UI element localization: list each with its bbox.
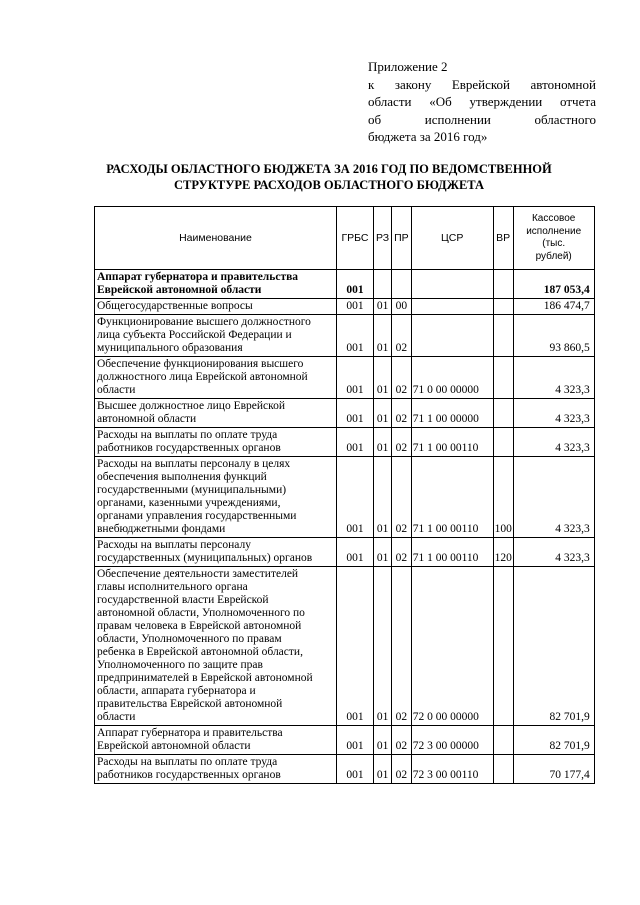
title-line-2: СТРУКТУРЕ РАСХОДОВ ОБЛАСТНОГО БЮДЖЕТА — [173, 178, 485, 192]
name-line: Еврейской автономной области — [97, 740, 251, 752]
name-line: Высшее должностное лицо Еврейской — [97, 400, 286, 412]
expenditure-table — [94, 206, 595, 784]
name-line: правам человека в Еврейской автономной — [97, 620, 302, 632]
appendix-word: закону — [394, 76, 432, 92]
row-name — [95, 399, 337, 428]
row-csr: 72 3 00 00110 — [411, 755, 493, 784]
row-vr — [493, 399, 513, 428]
row-rz: 01 — [374, 755, 392, 784]
row-rz — [374, 270, 392, 299]
row-name — [95, 726, 337, 755]
row-csr: 71 1 00 00110 — [411, 538, 493, 567]
row-rz: 01 — [374, 399, 392, 428]
row-rz: 01 — [374, 357, 392, 399]
row-rz: 01 — [374, 299, 392, 315]
row-pr: 02 — [392, 315, 412, 357]
name-line: органами, казенными учреждениями, — [97, 497, 281, 509]
appendix-word: отчета — [560, 94, 596, 110]
table-row — [95, 299, 595, 315]
row-name — [95, 270, 337, 299]
header-vr: ВР — [493, 207, 513, 270]
row-amount: 4 323,3 — [513, 357, 594, 399]
row-grbs: 001 — [337, 399, 374, 428]
row-rz: 01 — [374, 567, 392, 726]
name-line: предпринимателей в Еврейской автономной — [97, 672, 313, 684]
row-name — [95, 457, 337, 538]
row-pr: 02 — [392, 538, 412, 567]
name-line: лица субъекта Российской Федерации и — [97, 329, 292, 341]
row-pr: 02 — [392, 726, 412, 755]
row-grbs: 001 — [337, 755, 374, 784]
name-line: работников государственных органов — [97, 769, 281, 781]
table-header-row — [95, 207, 595, 270]
row-pr: 02 — [392, 399, 412, 428]
name-line: Обеспечение функционирования высшего — [97, 358, 304, 370]
name-line: внебюджетными фондами — [97, 523, 226, 535]
row-pr: 02 — [392, 457, 412, 538]
name-line: автономной области — [97, 413, 197, 425]
row-rz: 01 — [374, 538, 392, 567]
appendix-title: Приложение 2 — [368, 59, 448, 74]
row-name — [95, 357, 337, 399]
row-grbs: 001 — [337, 357, 374, 399]
table-row — [95, 726, 595, 755]
appendix-word: исполнении — [424, 111, 491, 127]
appendix-line-4 — [368, 111, 596, 129]
name-line: Общегосударственные вопросы — [97, 300, 253, 312]
row-csr — [411, 315, 493, 357]
header-name: Наименование — [95, 207, 337, 270]
row-vr — [493, 270, 513, 299]
row-name — [95, 567, 337, 726]
row-name — [95, 299, 337, 315]
row-rz: 01 — [374, 726, 392, 755]
row-grbs: 001 — [337, 270, 374, 299]
table-row — [95, 270, 595, 299]
name-line: Расходы на выплаты персоналу в целях — [97, 458, 291, 470]
table-row — [95, 428, 595, 457]
table-row — [95, 315, 595, 357]
row-amount: 4 323,3 — [513, 538, 594, 567]
name-line: Расходы на выплаты по оплате труда — [97, 756, 278, 768]
name-line: обеспечения выполнения функций — [97, 471, 267, 483]
title-line-1: РАСХОДЫ ОБЛАСТНОГО БЮДЖЕТА ЗА 2016 ГОД ПО ВЕДОМСТВЕННОЙ — [106, 162, 552, 176]
name-line: Еврейской автономной области — [97, 284, 262, 296]
row-grbs: 001 — [337, 315, 374, 357]
appendix-line-3 — [368, 93, 596, 111]
row-vr — [493, 357, 513, 399]
row-amount: 187 053,4 — [513, 270, 594, 299]
row-pr: 02 — [392, 567, 412, 726]
name-line: Обеспечение деятельности заместителей — [97, 568, 299, 580]
table-row — [95, 357, 595, 399]
row-vr: 120 — [493, 538, 513, 567]
row-vr — [493, 726, 513, 755]
name-line: государственными (муниципальными) — [97, 484, 287, 496]
name-line: Расходы на выплаты по оплате труда — [97, 429, 278, 441]
row-name — [95, 538, 337, 567]
name-line: главы исполнительного органа — [97, 581, 248, 593]
name-line: правительства Еврейской автономной — [97, 698, 283, 710]
row-name — [95, 428, 337, 457]
row-grbs: 001 — [337, 457, 374, 538]
row-rz: 01 — [374, 457, 392, 538]
name-line: муниципального образования — [97, 342, 243, 354]
name-line: государственной власти Еврейской — [97, 594, 269, 606]
header-rz: РЗ — [374, 207, 392, 270]
appendix-word: областного — [534, 111, 596, 127]
row-pr: 00 — [392, 299, 412, 315]
header-amount-line: (тыс. — [542, 238, 566, 249]
table-row — [95, 567, 595, 726]
appendix-word: утверждении — [469, 94, 543, 110]
row-csr — [411, 299, 493, 315]
document-title — [60, 161, 598, 193]
name-line: Расходы на выплаты персоналу — [97, 539, 251, 551]
name-line: автономной области, Уполномоченного по — [97, 607, 305, 619]
name-line: работников государственных органов — [97, 442, 281, 454]
name-line: области, Уполномоченного по правам — [97, 633, 282, 645]
row-grbs: 001 — [337, 567, 374, 726]
appendix-word: «Об — [429, 94, 452, 110]
header-amount-line: исполнение — [526, 225, 582, 237]
row-grbs: 001 — [337, 538, 374, 567]
table-row — [95, 399, 595, 428]
name-line: Аппарат губернатора и правительства — [97, 727, 283, 739]
table-row — [95, 755, 595, 784]
appendix-word: к — [368, 76, 375, 92]
row-csr: 71 1 00 00110 — [411, 457, 493, 538]
row-name — [95, 755, 337, 784]
appendix-word: автономной — [530, 76, 596, 92]
name-line: Аппарат губернатора и правительства — [97, 271, 299, 283]
row-vr — [493, 755, 513, 784]
row-grbs: 001 — [337, 299, 374, 315]
appendix-word: об — [368, 111, 382, 127]
row-pr: 02 — [392, 357, 412, 399]
row-amount: 4 323,3 — [513, 399, 594, 428]
table-row — [95, 538, 595, 567]
header-grbs: ГРБС — [337, 207, 374, 270]
row-csr: 71 1 00 00110 — [411, 428, 493, 457]
row-rz: 01 — [374, 315, 392, 357]
row-csr: 72 0 00 00000 — [411, 567, 493, 726]
row-vr — [493, 567, 513, 726]
appendix-line-5: бюджета за 2016 год» — [368, 129, 488, 145]
header-pr: ПР — [392, 207, 412, 270]
row-csr: 71 0 00 00000 — [411, 357, 493, 399]
row-amount: 93 860,5 — [513, 315, 594, 357]
table-row — [95, 457, 595, 538]
appendix-line-2 — [368, 76, 596, 94]
row-vr — [493, 299, 513, 315]
row-vr — [493, 315, 513, 357]
header-amount — [513, 207, 594, 270]
name-line: Уполномоченного по защите прав — [97, 659, 263, 671]
name-line: области, аппарата губернатора и — [97, 685, 256, 697]
name-line: государственных (муниципальных) органов — [97, 552, 313, 564]
row-csr: 71 1 00 00000 — [411, 399, 493, 428]
row-vr: 100 — [493, 457, 513, 538]
name-line: органами управления государственными — [97, 510, 297, 522]
row-grbs: 001 — [337, 428, 374, 457]
name-line: области — [97, 384, 136, 396]
row-amount: 82 701,9 — [513, 567, 594, 726]
row-csr: 72 3 00 00000 — [411, 726, 493, 755]
header-csr: ЦСР — [411, 207, 493, 270]
row-name — [95, 315, 337, 357]
row-csr — [411, 270, 493, 299]
appendix-word: Еврейской — [451, 76, 511, 92]
name-line: должностного лица Еврейской автономной — [97, 371, 308, 383]
row-amount: 82 701,9 — [513, 726, 594, 755]
header-amount-line: рублей) — [535, 250, 572, 262]
name-line: области — [97, 711, 136, 723]
row-pr — [392, 270, 412, 299]
appendix-block — [368, 58, 596, 146]
name-line: ребенка в Еврейской автономной области, — [97, 646, 303, 658]
name-line: Функционирование высшего должностного — [97, 316, 311, 328]
row-amount: 186 474,7 — [513, 299, 594, 315]
row-rz: 01 — [374, 428, 392, 457]
header-amount-line: Кассовое — [531, 213, 576, 224]
row-amount: 4 323,3 — [513, 428, 594, 457]
row-vr — [493, 428, 513, 457]
row-amount: 4 323,3 — [513, 457, 594, 538]
row-grbs: 001 — [337, 726, 374, 755]
appendix-word: области — [368, 94, 412, 110]
row-pr: 02 — [392, 428, 412, 457]
row-amount: 70 177,4 — [513, 755, 594, 784]
row-pr: 02 — [392, 755, 412, 784]
